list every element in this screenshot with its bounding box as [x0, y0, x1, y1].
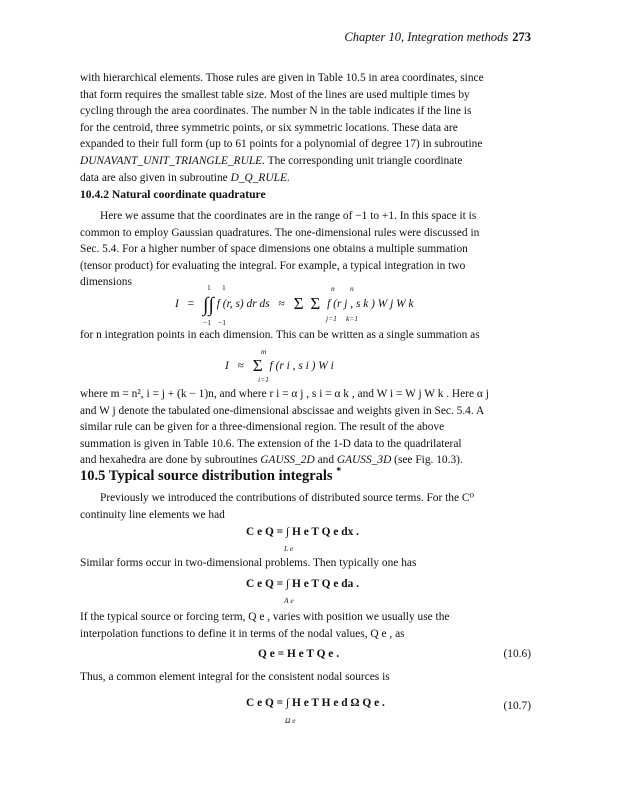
eq-symbol: I — [225, 360, 229, 372]
text-line: Previously we introduced the contributions of distributed source terms. For the C⁰ — [100, 492, 475, 504]
paragraph-2 — [80, 208, 531, 291]
summation-sign: Σ — [310, 294, 321, 313]
summation-sign: Σ — [252, 356, 263, 375]
subroutine-name: DUNAVANT_UNIT_TRIANGLE_RULE. — [80, 154, 265, 167]
eq-operator: ≈ — [278, 298, 285, 310]
sum-lower-limit: i=1 — [258, 375, 269, 384]
paragraph-4 — [80, 386, 531, 469]
text-line: Sec. 5.4. For a higher number of space dimensions one obtains a multiple summation — [80, 243, 468, 256]
equation-single-sum — [225, 356, 334, 376]
eq-operator: ≈ — [237, 360, 244, 372]
sum-upper-limit: m — [261, 347, 267, 356]
paragraph-5 — [80, 490, 531, 523]
text-line: for n integration points in each dimension. This can be written as a single summation as — [80, 329, 480, 341]
text-line — [80, 153, 531, 170]
text-line: similar rule can be given for a three-dimensional region. The result of the above — [80, 421, 445, 434]
sum-upper-limit: n — [350, 284, 354, 293]
text-line: Thus, a common element integral for the consistent nodal sources is — [80, 671, 390, 683]
paragraph-1 — [80, 70, 531, 186]
eq-symbol: I — [175, 298, 179, 310]
text-line: where m = n², i = j + (k − 1)n, and where r i = α j , s i = α k , and W i = W j W k . Here α j — [80, 388, 489, 400]
eq-operator: = — [187, 298, 195, 310]
paragraph-3 — [80, 327, 531, 344]
section-heading-10-5 — [80, 466, 341, 485]
equation-number: (10.6) — [503, 648, 531, 660]
text-line: If the typical source or forcing term, Q e , varies with position we usually use the — [80, 611, 450, 623]
sum-lower-limit: k=1 — [346, 314, 359, 323]
integral-domain: Ω e — [285, 716, 296, 725]
text-line: interpolation functions to define it in terms of the nodal values, Q e , as — [80, 627, 405, 640]
equation-line-source: C e Q = ∫ H e T Q e dx . — [246, 526, 359, 538]
text-span: and hexahedra are done by subroutines — [80, 454, 261, 467]
sum-lower-limit: j=1 — [326, 314, 337, 323]
text-line: dimensions — [80, 276, 132, 289]
text-line: expanded to their full form (up to 61 points for a polynomial of degree 17) in subroutine — [80, 138, 483, 151]
text-line: common to employ Gaussian quadratures. The one-dimensional rules were discussed in — [80, 226, 480, 239]
running-header — [344, 30, 531, 45]
lower-limit: −1 — [203, 318, 211, 327]
section-title: 10.5 Typical source distribution integrals — [80, 467, 333, 484]
text-line: cycling through the area coordinates. The number N in the table indicates if the line is — [80, 105, 472, 118]
text-line: and W j denote the tabulated one-dimensional abscissae and weights given in Sec. 5.4. A — [80, 404, 485, 417]
section-heading-10-4-2: 10.4.2 Natural coordinate quadrature — [80, 188, 266, 201]
integral-domain: L e — [284, 544, 294, 553]
text-span: and — [314, 454, 337, 467]
text-line: Similar forms occur in two-dimensional problems. Then typically one has — [80, 557, 417, 569]
eq-sum-body: f (r j , s k ) W j W k — [327, 298, 414, 310]
subroutine-name: D_Q_RULE — [230, 171, 287, 184]
integral-sign: ∫ — [208, 294, 214, 316]
summation-sign: Σ — [293, 294, 304, 313]
text-line: that form requires the smallest table size. Most of the lines are used multiple times by — [80, 88, 470, 101]
paragraph-8 — [80, 669, 531, 686]
equation-10-7: C e Q = ∫ H e T H e d Ω Q e . — [246, 697, 385, 709]
eq-integrand: f (r, s) dr ds — [216, 298, 270, 310]
text-line: with hierarchical elements. Those rules are given in Table 10.5 in area coordinates, since — [80, 72, 484, 84]
subroutine-name: GAUSS_2D — [260, 454, 315, 467]
text-line: for the centroid, three symmetric points, or six symmetric locations. These data are — [80, 121, 458, 134]
subroutine-name: GAUSS_3D — [336, 454, 392, 467]
paragraph-7 — [80, 609, 531, 642]
upper-limit: 1 — [222, 283, 226, 292]
equation-10-6: Q e = H e T Q e . — [258, 648, 340, 660]
text-span: data are also given in subroutine — [80, 171, 231, 184]
text-line: continuity line elements we had — [80, 508, 225, 521]
eq-sum-body: f (r i , s i ) W i — [269, 360, 334, 372]
footnote-mark: * — [336, 466, 342, 477]
text-span: (see Fig. 10.3). — [391, 454, 463, 467]
integral-domain: A e — [284, 596, 294, 605]
integral-sign: ∫ — [202, 294, 209, 316]
lower-limit: −1 — [218, 318, 226, 327]
equation-area-source: C e Q = ∫ H e T Q e da . — [246, 578, 359, 590]
text-line: (tensor product) for evaluating the integral. For example, a typical integration in two — [80, 259, 466, 272]
equation-number: (10.7) — [503, 700, 531, 712]
paragraph-6 — [80, 555, 531, 572]
text-line: summation is given in Table 10.6. The extension of the 1-D data to the quadrilateral — [80, 437, 462, 450]
text-line: Here we assume that the coordinates are in the range of −1 to +1. In this space it is — [100, 210, 477, 222]
page-number: 273 — [512, 30, 531, 44]
upper-limit: 1 — [207, 283, 211, 292]
sum-upper-limit: n — [331, 284, 335, 293]
text-span: . — [286, 171, 290, 184]
text-line — [80, 170, 531, 187]
equation-double-integral — [175, 294, 414, 315]
text-span: The corresponding unit triangle coordinate — [264, 154, 463, 167]
chapter-title: Chapter 10, Integration methods — [344, 30, 509, 44]
